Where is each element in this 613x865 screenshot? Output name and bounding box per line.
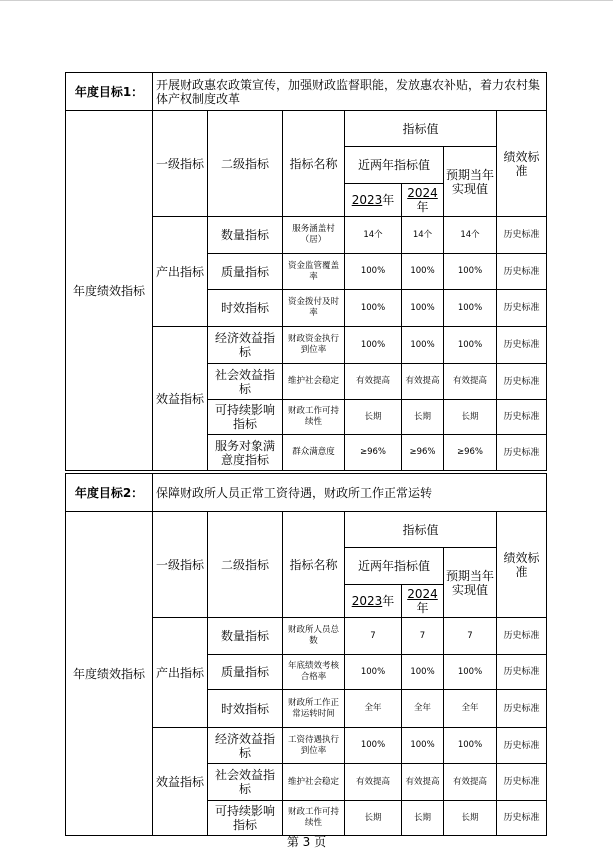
level2-indicator: 可持续影响指标 <box>208 400 283 435</box>
indicator-name: 群众满意度 <box>283 435 345 471</box>
value-2024: 100% <box>402 290 444 327</box>
expected-value: 全年 <box>444 690 497 728</box>
performance-table-goal-1 <box>65 72 547 471</box>
value-2024: 有效提高 <box>402 364 444 400</box>
value-2023: 长期 <box>345 400 402 435</box>
value-2023: 有效提高 <box>345 364 402 400</box>
year-2024: 2024 <box>407 587 438 601</box>
level1-indicator: 产出指标 <box>153 618 208 728</box>
value-2024: 全年 <box>402 690 444 728</box>
value-2023: 7 <box>345 618 402 655</box>
header-year-2024 <box>402 184 444 217</box>
performance-standard: 历史标准 <box>497 364 547 400</box>
level2-indicator: 经济效益指标 <box>208 327 283 364</box>
performance-standard: 历史标准 <box>497 655 547 690</box>
level2-indicator: 质量指标 <box>208 254 283 290</box>
header-expected-value: 预期当年实现值 <box>444 548 497 618</box>
indicator-name: 财政工作可持续性 <box>283 400 345 435</box>
value-2023: ≥96% <box>345 435 402 471</box>
performance-standard: 历史标准 <box>497 290 547 327</box>
value-2024: 长期 <box>402 400 444 435</box>
performance-standard: 历史标准 <box>497 400 547 435</box>
performance-standard: 历史标准 <box>497 435 547 471</box>
performance-standard: 历史标准 <box>497 254 547 290</box>
value-2023: 有效提高 <box>345 764 402 801</box>
year-suffix: 年 <box>382 594 395 608</box>
header-level1: 一级指标 <box>153 512 208 618</box>
indicator-name: 服务涵盖村（居） <box>283 217 345 254</box>
expected-value: 有效提高 <box>444 364 497 400</box>
year-2024: 2024 <box>407 186 438 200</box>
level2-indicator: 质量指标 <box>208 655 283 690</box>
header-indicator-value: 指标值 <box>345 111 497 147</box>
indicator-name: 工资待遇执行到位率 <box>283 728 345 764</box>
year-suffix: 年 <box>382 193 395 207</box>
indicator-name: 资金拨付及时率 <box>283 290 345 327</box>
header-level2: 二级指标 <box>208 111 283 217</box>
level2-indicator: 数量指标 <box>208 217 283 254</box>
header-year-2024 <box>402 585 444 618</box>
level1-indicator: 产出指标 <box>153 217 208 327</box>
page-footer: 第 3 页 <box>286 835 327 849</box>
expected-value: 长期 <box>444 801 497 836</box>
goal-label: 年度目标2： <box>66 474 153 512</box>
level2-indicator: 社会效益指标 <box>208 364 283 400</box>
value-2023: 全年 <box>345 690 402 728</box>
value-2024: 7 <box>402 618 444 655</box>
performance-standard: 历史标准 <box>497 327 547 364</box>
level2-indicator: 数量指标 <box>208 618 283 655</box>
value-2024: 100% <box>402 254 444 290</box>
goal-label: 年度目标1： <box>66 73 153 111</box>
year-2023: 2023 <box>351 594 383 608</box>
level2-indicator: 时效指标 <box>208 690 283 728</box>
value-2023: 100% <box>345 254 402 290</box>
value-2024: ≥96% <box>402 435 444 471</box>
indicator-name: 维护社会稳定 <box>283 764 345 801</box>
performance-standard: 历史标准 <box>497 690 547 728</box>
expected-value: 100% <box>444 254 497 290</box>
value-2023: 100% <box>345 655 402 690</box>
side-label-annual-indicators: 年度绩效指标 <box>66 512 153 836</box>
expected-value: 长期 <box>444 400 497 435</box>
header-indicator-name: 指标名称 <box>283 111 345 217</box>
value-2023: 14个 <box>345 217 402 254</box>
expected-value: 100% <box>444 728 497 764</box>
indicator-name: 年底绩效考核合格率 <box>283 655 345 690</box>
year-suffix: 年 <box>416 200 429 214</box>
header-year-2023 <box>345 184 402 217</box>
value-2024: 有效提高 <box>402 764 444 801</box>
level2-indicator: 经济效益指标 <box>208 728 283 764</box>
header-level1: 一级指标 <box>153 111 208 217</box>
level2-indicator: 服务对象满意度指标 <box>208 435 283 471</box>
header-expected-value: 预期当年实现值 <box>444 147 497 217</box>
header-level2: 二级指标 <box>208 512 283 618</box>
goal-row <box>66 73 547 111</box>
header-recent-two-years: 近两年指标值 <box>345 147 444 184</box>
level2-indicator: 时效指标 <box>208 290 283 327</box>
value-2024: 14个 <box>402 217 444 254</box>
performance-standard: 历史标准 <box>497 618 547 655</box>
value-2023: 100% <box>345 290 402 327</box>
level1-indicator: 效益指标 <box>153 327 208 471</box>
header-performance-standard: 绩效标准 <box>497 111 547 217</box>
expected-value: 有效提高 <box>444 764 497 801</box>
header-performance-standard: 绩效标准 <box>497 512 547 618</box>
goal-row <box>66 474 547 512</box>
goal-text: 开展财政惠农政策宣传，加强财政监督职能，发放惠农补贴，着力农村集体产权制度改革 <box>153 73 547 111</box>
header-recent-two-years: 近两年指标值 <box>345 548 444 585</box>
indicator-name: 维护社会稳定 <box>283 364 345 400</box>
value-2024: 100% <box>402 327 444 364</box>
performance-table-goal-2 <box>65 473 547 836</box>
indicator-name: 财政资金执行到位率 <box>283 327 345 364</box>
value-2024: 长期 <box>402 801 444 836</box>
indicator-name: 资金监管覆盖率 <box>283 254 345 290</box>
performance-standard: 历史标准 <box>497 728 547 764</box>
side-label-annual-indicators: 年度绩效指标 <box>66 111 153 471</box>
header-indicator-value: 指标值 <box>345 512 497 548</box>
performance-standard: 历史标准 <box>497 764 547 801</box>
year-suffix: 年 <box>416 601 429 615</box>
header-row <box>66 111 547 147</box>
header-year-2023 <box>345 585 402 618</box>
value-2023: 长期 <box>345 801 402 836</box>
level1-indicator: 效益指标 <box>153 728 208 836</box>
value-2023: 100% <box>345 327 402 364</box>
expected-value: 100% <box>444 290 497 327</box>
expected-value: 14个 <box>444 217 497 254</box>
page-top-border <box>0 0 613 1</box>
indicator-name: 财政所人员总数 <box>283 618 345 655</box>
level2-indicator: 社会效益指标 <box>208 764 283 801</box>
expected-value: ≥96% <box>444 435 497 471</box>
expected-value: 100% <box>444 327 497 364</box>
header-row <box>66 512 547 548</box>
expected-value: 7 <box>444 618 497 655</box>
indicator-name: 财政工作可持续性 <box>283 801 345 836</box>
indicator-name: 财政所工作正常运转时间 <box>283 690 345 728</box>
performance-standard: 历史标准 <box>497 801 547 836</box>
goal-text: 保障财政所人员正常工资待遇，财政所工作正常运转 <box>153 474 547 512</box>
value-2024: 100% <box>402 728 444 764</box>
value-2023: 100% <box>345 728 402 764</box>
value-2024: 100% <box>402 655 444 690</box>
performance-standard: 历史标准 <box>497 217 547 254</box>
year-2023: 2023 <box>351 193 383 207</box>
header-indicator-name: 指标名称 <box>283 512 345 618</box>
level2-indicator: 可持续影响指标 <box>208 801 283 836</box>
expected-value: 100% <box>444 655 497 690</box>
